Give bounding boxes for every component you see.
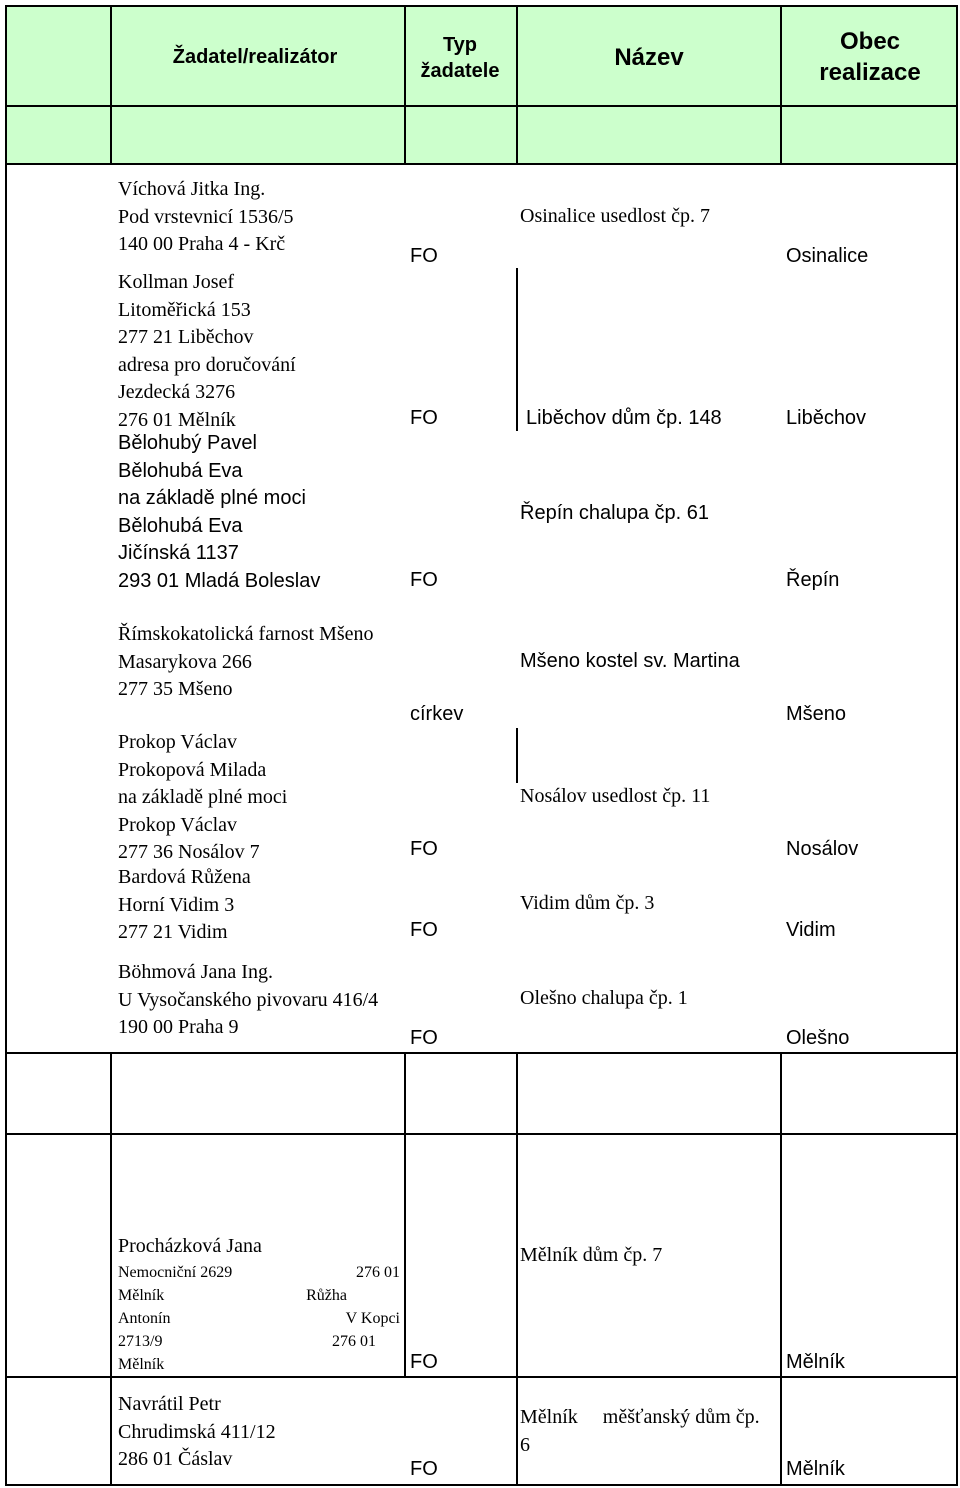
applicant-line: Navrátil Petr	[118, 1393, 221, 1415]
applicant-line: Římskokatolická farnost Mšeno	[118, 623, 374, 645]
grid-line	[404, 5, 406, 163]
header-place	[782, 26, 958, 88]
grid-line	[5, 1133, 958, 1135]
applicant-line: Jičínská 1137	[118, 542, 239, 564]
applicant-line-left: Mělník	[118, 1287, 165, 1304]
applicant-line	[118, 1330, 400, 1353]
applicant-line: 277 21 Liběchov	[118, 326, 254, 348]
project-name-line: 6	[520, 1433, 530, 1456]
applicant-line: Litoměřická 153	[118, 298, 251, 321]
grid-line	[780, 1052, 782, 1484]
applicant-line: 277 21 Vidim	[118, 921, 228, 943]
project-name: Vidim dům čp. 3	[520, 892, 655, 914]
applicant-line-right: Růžha	[306, 1287, 347, 1304]
grid-line	[516, 268, 518, 431]
applicant-line: Chrudimská 411/12	[118, 1420, 276, 1443]
applicant-line: 276 01 Mělník	[118, 408, 236, 431]
project-name: Mšeno kostel sv. Martina	[520, 650, 740, 672]
grid-line	[956, 5, 958, 1486]
table-row-applicant	[118, 1391, 276, 1474]
applicant-line: Prokop Václav	[118, 731, 238, 753]
applicant-line-left: Mělník	[118, 1356, 165, 1373]
applicant-line	[118, 1307, 400, 1330]
grid-line	[110, 5, 112, 163]
applicant-line: 190 00 Praha 9	[118, 1016, 239, 1038]
project-name-line: Mělník měšťanský dům čp.	[520, 1406, 760, 1428]
applicant-type: FO	[410, 1351, 438, 1373]
applicant-type: FO	[410, 407, 438, 429]
applicant-line: Víchová Jitka Ing.	[118, 178, 266, 200]
project-place: Řepín	[786, 569, 840, 591]
applicant-line: Pod vrstevnicí 1536/5	[118, 205, 294, 228]
applicant-type: FO	[410, 919, 438, 941]
project-name: Mělník dům čp. 7	[520, 1244, 663, 1266]
applicant-type: FO	[410, 838, 438, 860]
project-place: Osinalice	[786, 245, 869, 267]
applicant-line: 140 00 Praha 4 - Krč	[118, 233, 286, 255]
project-place: Mělník	[786, 1458, 845, 1480]
table-row-applicant	[118, 176, 294, 259]
project-name: Liběchov dům čp. 148	[526, 407, 722, 429]
applicant-line: Prokop Václav	[118, 813, 238, 836]
grid-line	[780, 5, 782, 163]
table-row-applicant	[118, 729, 287, 867]
header-type-line1: Typ	[442, 34, 478, 56]
grid-line	[5, 163, 958, 165]
applicant-line: na základě plné moci	[118, 786, 288, 808]
applicant-line	[118, 1261, 400, 1284]
applicant-line: 293 01 Mladá Boleslav	[118, 569, 321, 592]
table-row-applicant	[118, 621, 374, 704]
applicant-line	[118, 1284, 400, 1307]
grid-line	[5, 1376, 958, 1378]
grid-line	[516, 5, 518, 163]
project-name: Řepín chalupa čp. 61	[520, 502, 710, 524]
header-place-line2: realizace	[819, 59, 921, 87]
project-name: Nosálov usedlost čp. 11	[520, 785, 711, 807]
header-type-line2: žadatele	[420, 60, 500, 82]
grid-line	[516, 1052, 518, 1484]
grid-line	[110, 1052, 112, 1484]
applicant-line: Kollman Josef	[118, 271, 235, 293]
applicant-line-right: 276 01	[356, 1264, 400, 1281]
grid-line	[5, 5, 958, 7]
project-place: Mšeno	[786, 703, 847, 725]
applicant-title: Procházková Jana	[118, 1235, 262, 1257]
applicant-line: Böhmová Jana Ing.	[118, 961, 273, 983]
table-row-applicant	[118, 430, 320, 595]
header-place-line1: Obec	[839, 28, 901, 55]
applicant-type: FO	[410, 569, 438, 591]
applicant-type: FO	[410, 1027, 438, 1049]
applicant-line	[118, 1353, 400, 1376]
applicant-line-right: 276 01	[332, 1333, 376, 1350]
table-row-applicant	[118, 959, 378, 1042]
table-row-applicant	[118, 864, 251, 947]
applicant-line-left: 2713/9	[118, 1333, 163, 1350]
project-place: Vidim	[786, 919, 836, 941]
project-place: Nosálov	[786, 838, 859, 860]
applicant-line: 277 36 Nosálov 7	[118, 841, 260, 863]
table-row-applicant	[118, 1261, 400, 1376]
table-row-applicant	[118, 269, 296, 434]
applicant-line: 277 35 Mšeno	[118, 678, 233, 700]
project-place: Olešno	[786, 1027, 850, 1049]
applicant-line: Bardová Růžena	[118, 866, 251, 888]
grid-line	[5, 1484, 958, 1486]
project-place: Mělník	[786, 1351, 845, 1373]
project-name	[520, 1404, 760, 1459]
applicant-line: adresa pro doručování	[118, 353, 296, 376]
applicant-line: Bělohubý Pavel	[118, 432, 257, 454]
applicant-line-left: Nemocniční 2629	[118, 1264, 233, 1281]
applicant-type: církev	[410, 703, 464, 725]
applicant-line-right: V Kopci	[345, 1310, 400, 1327]
project-place: Liběchov	[786, 407, 867, 429]
applicant-line: Bělohubá Eva	[118, 459, 243, 482]
applicant-type: FO	[410, 1458, 438, 1480]
applicant-line: Horní Vidim 3	[118, 893, 235, 916]
project-name: Osinalice usedlost čp. 7	[520, 205, 710, 227]
applicant-type: FO	[410, 245, 438, 267]
applicant-line: na základě plné moci	[118, 487, 306, 509]
project-name: Olešno chalupa čp. 1	[520, 987, 688, 1009]
applicant-line: Prokopová Milada	[118, 758, 267, 781]
grid-line	[5, 5, 7, 1486]
grid-line	[516, 728, 518, 783]
applicant-line: Bělohubá Eva	[118, 514, 243, 537]
applicant-line-left: Antonín	[118, 1310, 171, 1327]
grid-line	[5, 1052, 958, 1054]
applicant-line: U Vysočanského pivovaru 416/4	[118, 988, 379, 1011]
header-type	[405, 32, 515, 84]
applicant-line: 286 01 Čáslav	[118, 1448, 233, 1470]
applicant-line: Masarykova 266	[118, 650, 252, 673]
grid-line	[5, 105, 958, 107]
header-name: Název	[614, 44, 684, 71]
grid-line	[404, 1052, 406, 1376]
applicant-line: Jezdecká 3276	[118, 381, 236, 403]
header-applicant: Žadatel/realizátor	[172, 46, 338, 68]
